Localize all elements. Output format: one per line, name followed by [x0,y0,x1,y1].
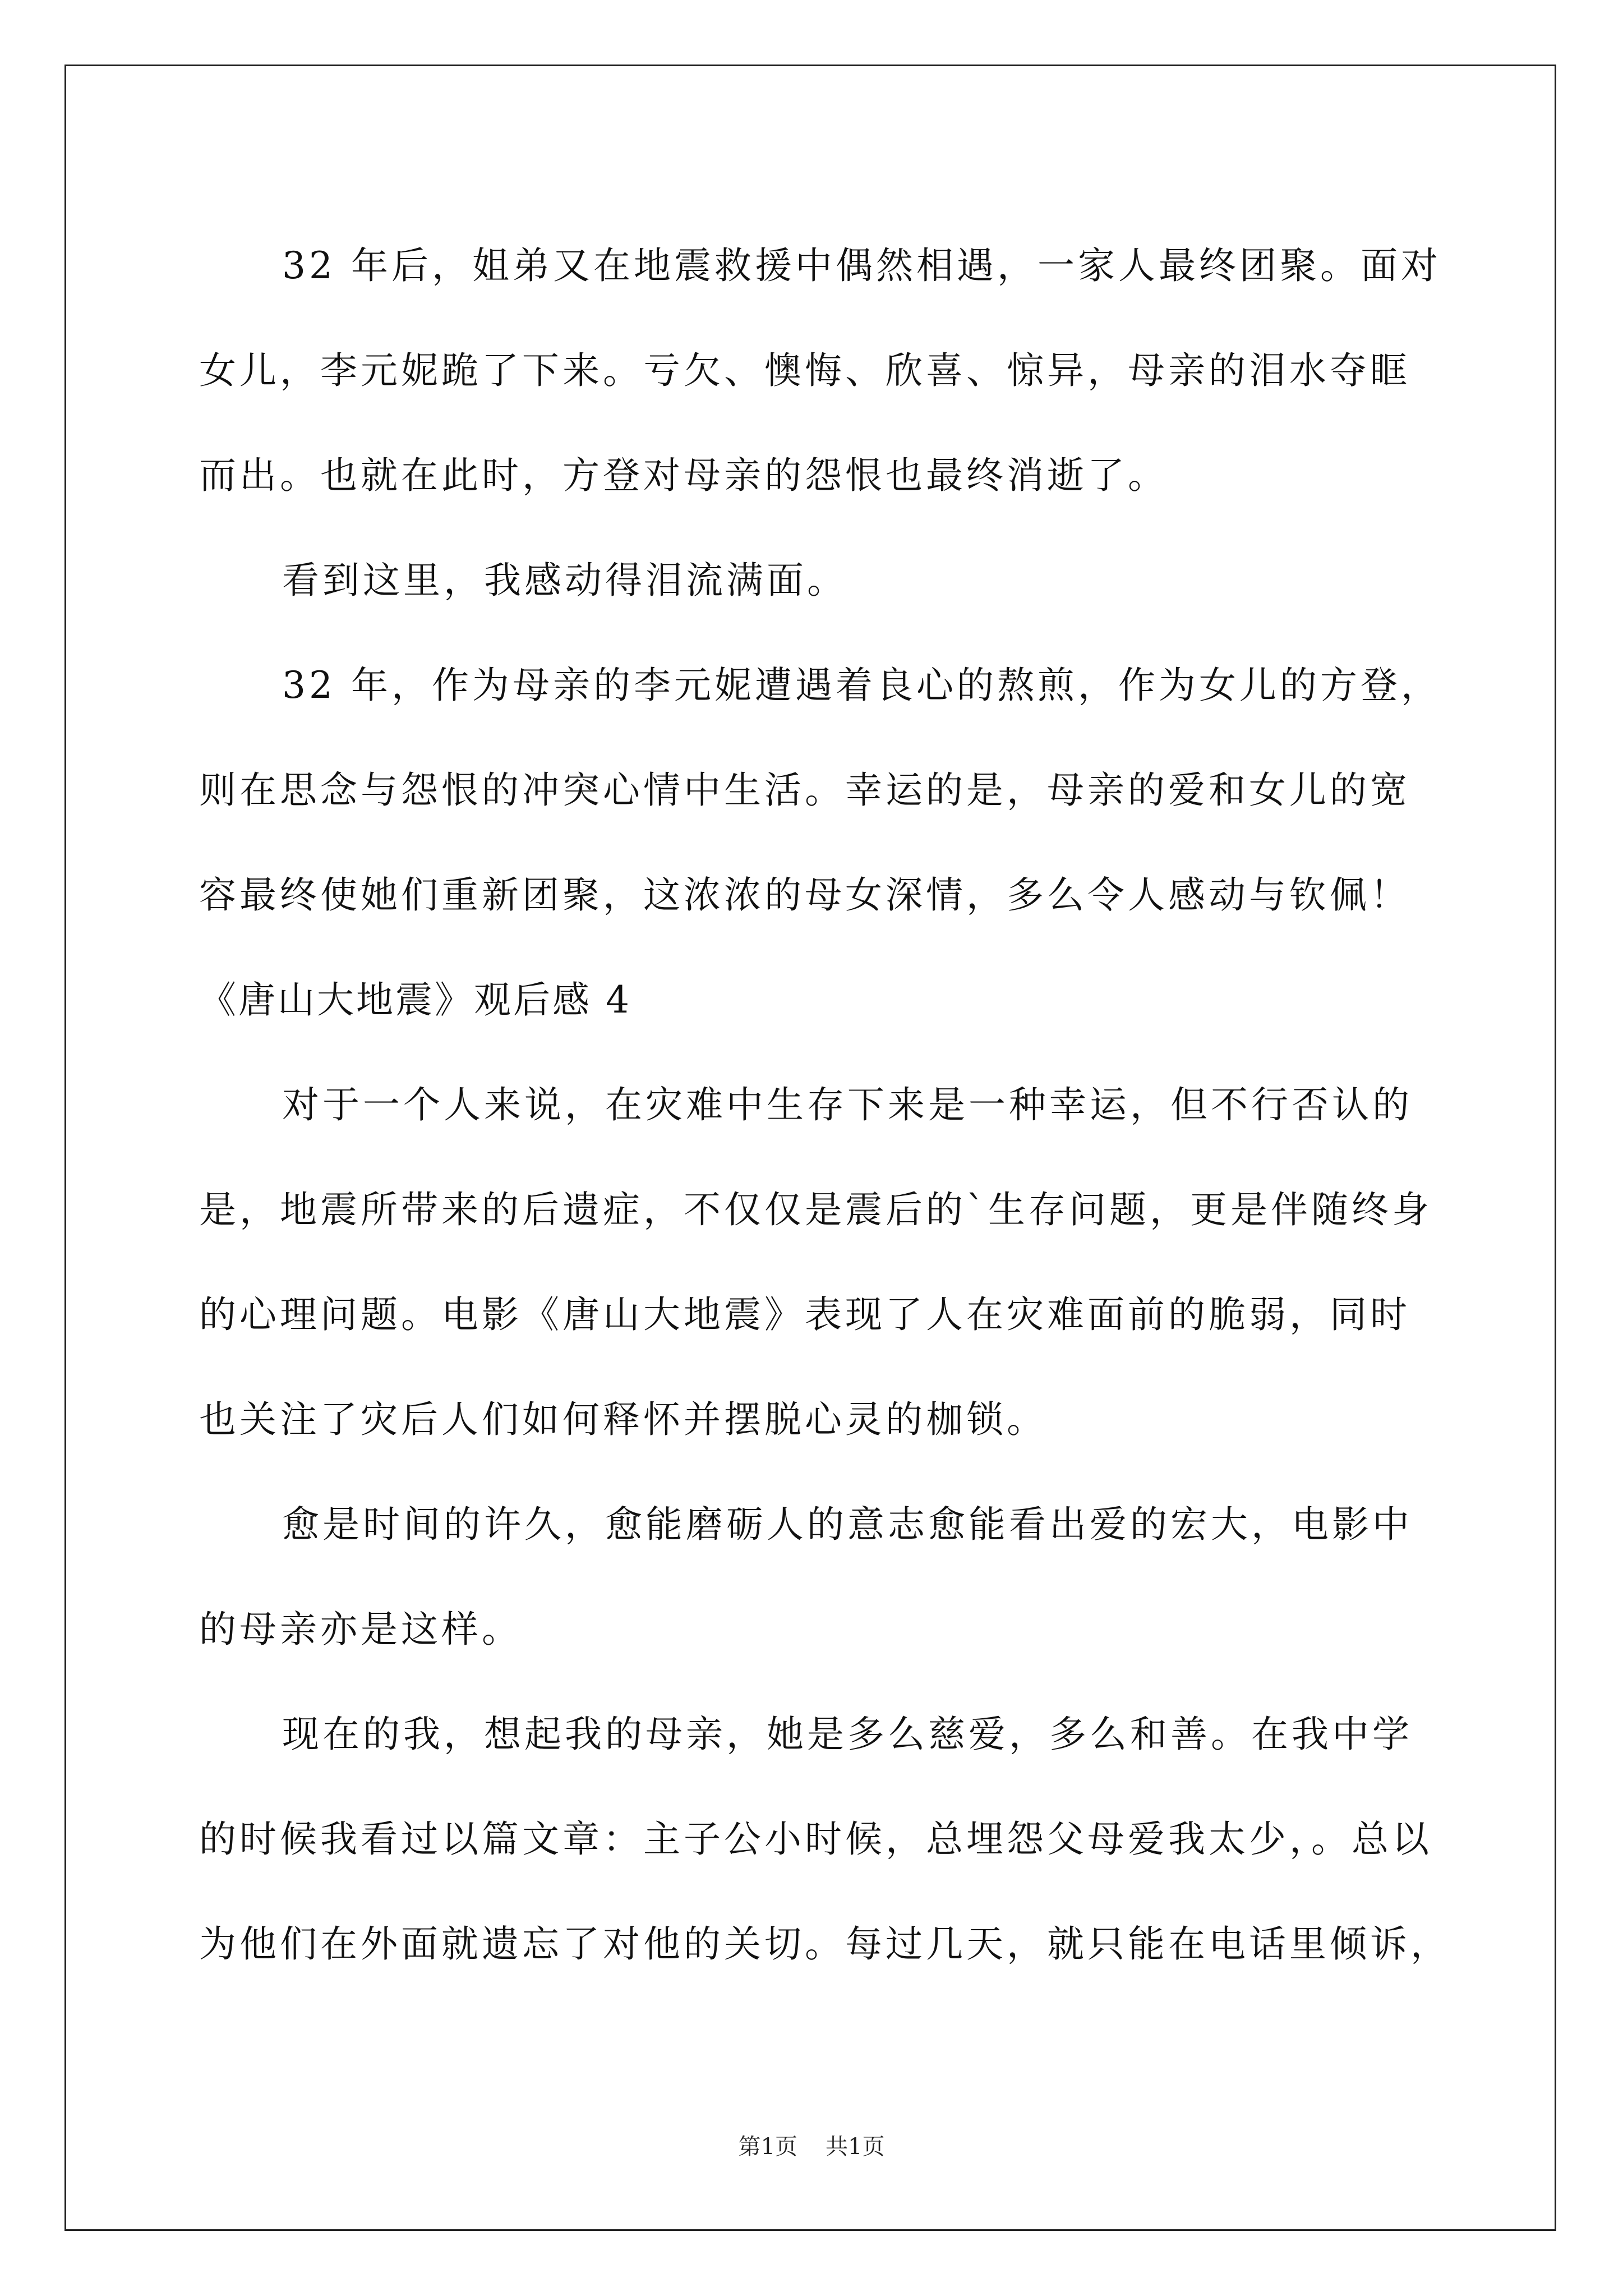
paragraph-line: 是，地震所带来的后遗症，不仅仅是震后的`生存问题，更是伴随终身 [199,1188,1432,1231]
page-footer [0,2129,1623,2161]
paragraph-line: 32 年，作为母亲的李元妮遭遇着良心的熬煎，作为女儿的方登， [282,664,1441,707]
paragraph-line: 的时候我看过以篇文章：主子公小时候，总埋怨父母爱我太少，。总以 [199,1818,1432,1861]
paragraph-line: 的心理问题。电影《唐山大地震》表现了人在灾难面前的脆弱，同时 [199,1293,1410,1336]
paragraph-line: 容最终使她们重新团聚，这浓浓的母女深情，多么令人感动与钦佩！ [199,873,1410,917]
paragraph-line: 看到这里，我感动得泪流满面。 [282,559,847,602]
paragraph-line: 愈是时间的许久，愈能磨砺人的意志愈能看出爱的宏大，电影中 [282,1503,1413,1546]
paragraph-line: 的母亲亦是这样。 [199,1608,522,1651]
paragraph-line: 32 年后，姐弟又在地震救援中偶然相遇，一家人最终团聚。面对 [282,244,1441,287]
paragraph-line: 则在思念与怨恨的冲突心情中生活。幸运的是，母亲的爱和女儿的宽 [199,769,1410,812]
page-number-total: 共1页 [826,2134,885,2160]
paragraph-line: 也关注了灾后人们如何释怀并摆脱心灵的枷锁。 [199,1398,1047,1441]
paragraph-line: 现在的我，想起我的母亲，她是多么慈爱，多么和善。在我中学 [282,1713,1413,1756]
page-number-current: 第1页 [738,2134,797,2160]
section-heading: 《唐山大地震》观后感 4 [199,978,631,1022]
paragraph-line: 而出。也就在此时，方登对母亲的怨恨也最终消逝了。 [199,454,1168,497]
paragraph-line: 女儿，李元妮跪了下来。亏欠、懊悔、欣喜、惊异，母亲的泪水夺眶 [199,349,1410,392]
document-body [199,213,1472,1996]
paragraph-line: 为他们在外面就遗忘了对他的关切。每过几天，就只能在电话里倾诉， [199,1922,1451,1966]
paragraph-line: 对于一个人来说，在灾难中生存下来是一种幸运，但不行否认的 [282,1083,1413,1126]
